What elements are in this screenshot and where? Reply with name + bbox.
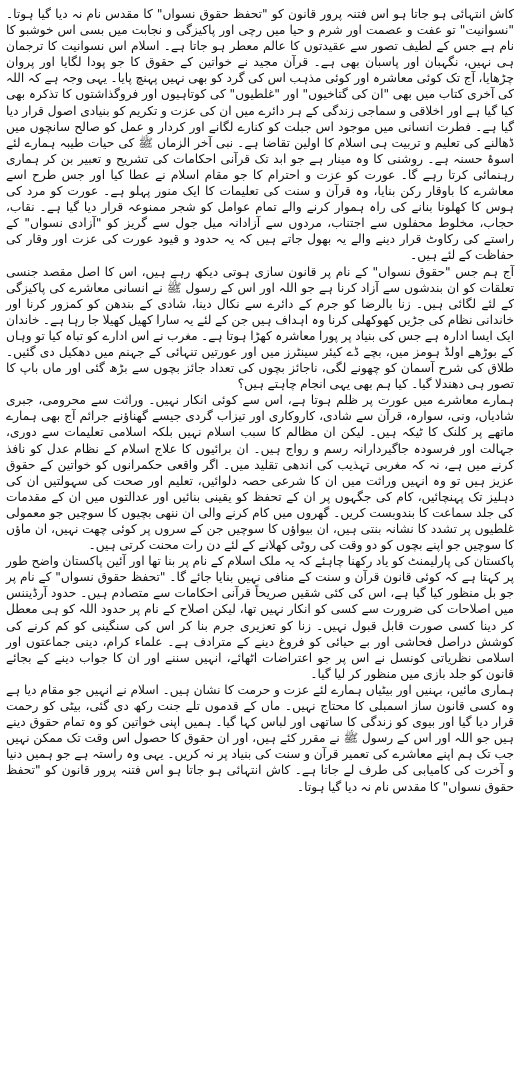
article-paragraph-3: ہمارے معاشرے میں عورت پر ظلم ہوتا ہے، اس سے کوئی انکار نہیں۔ وراثت سے محرومی، جبری شادیاں، ونی، سوارہ، قرآن سے شادی، کاروکاری اور تیزاب گردی جیسے گھناؤنے جرائم آج بھی ہمارے ماتھے پر کلنک کا ٹیکہ ہیں۔ لیکن ان مظالم کا سبب اسلام نہیں بلکہ اسلامی تعلیمات سے دوری، جہالت اور فرسودہ جاگیردارانہ رسم و رواج ہیں۔ ان برائیوں کا علاج اسلام کے نظام عدل کو نافذ کرنے میں ہے، نہ کہ مغربی تہذیب کی اندھی تقلید میں۔ اگر واقعی حکمرانوں کو خواتین کے حقوق عزیز ہیں تو وہ انہیں وراثت میں ان کا شرعی حصہ دلوائیں، تعلیم اور صحت کی سہولتیں ان کی دہلیز تک پہنچائیں، کام کی جگہوں پر ان کے تحفظ کو یقینی بنائیں اور عدالتوں میں ان کے مقدمات کی جلد سماعت کا بندوبست کریں۔ گھروں میں کام کرنے والی ان ننھی بچیوں کا سوچیں جو معمولی غلطیوں پر تشدد کا نشانہ بنتی ہیں، ان بیواؤں کا سوچیں جن کے سروں پر کوئی چھت نہیں، ان ماؤں کا سوچیں جو اپنے بچوں کو دو وقت کی روٹی کھلانے کے لئے دن رات محنت کرتی ہیں۔ [6,393,514,553]
article-paragraph-1: کاش انتہائی ہو جاتا ہو اس فتنہ پرور قانون کو "تحفظ حقوق نسواں" کا مقدس نام نہ دیا گیا ہوتا۔ "نسوانیت" تو عفت و عصمت اور شرم و حیا میں رچی اور پاکیزگی و نجابت میں بسی اس خوشبو کا نام ہے جس کے لطیف تصور سے عقیدتوں کا عالم معطر ہو جاتا ہے۔ اسلام اس نسوانیت کا ترجمان ہی نہیں، نگہبان اور پاسبان بھی ہے۔ قرآن مجید نے خواتین کے حقوق کا جو پودا لگایا اور پروان چڑھایا، آج تک کوئی معاشرہ اور کوئی مذہب اس کی گرد کو بھی نہیں پہنچ پایا۔ یہی وجہ ہے کہ اللہ کی آخری کتاب میں بھی "ان کی گتاخیوں" اور "غلطیوں" کی کوتاہیوں اور فروگذاشتوں کا تذکرہ بھی کیا گیا ہے اور اخلاقی و سماجی زندگی کے ہر دائرے میں ان کی عزت و تکریم کو بنیادی اصول قرار دیا گیا ہے۔ فطرت انسانی میں موجود اس جبلت کو کنارے لگانے اور کردار و عمل کو صالح سانچوں میں ڈھالنے کی تعلیم و تربیت ہی اسلام کا اولین تقاضا ہے۔ نبی آخر الزماں ﷺ کی حیات طیبہ ہمارے لئے اسوۂ حسنہ ہے۔ روشنی کا وہ مینار ہے جو ابد تک قرآنی احکامات کی تشریح و تعبیر بن کر ہماری رہنمائی کرتا رہے گا۔ عورت کو عزت و احترام کا جو مقام اسلام نے عطا کیا اور جس طرح اسے معاشرے کا باوقار رکن بنایا، وہ قرآن و سنت کی تعلیمات کا ایک منور پہلو ہے۔ عورت کو مرد کی ہوس کا کھلونا بنانے کی راہ ہموار کرنے والے تمام عوامل کو شجر ممنوعہ قرار دیا گیا ہے۔ نقاب، حجاب، مخلوط محفلوں سے اجتناب، مردوں سے آزادانہ میل جول سے گریز کو "آزادی نسواں" کے راستے کی رکاوٹ قرار دینے والے یہ بھول جاتے ہیں کہ یہ حدود و قیود عورت کی عزت اور وقار کی حفاظت کے لئے ہیں۔ [6,7,514,263]
article-paragraph-5: ہماری مائیں، بہنیں اور بیٹیاں ہمارے لئے عزت و حرمت کا نشان ہیں۔ اسلام نے انہیں جو مقام دیا ہے وہ کسی قانون ساز اسمبلی کا محتاج نہیں۔ ماں کے قدموں تلے جنت رکھ دی گئی، بیٹی کو رحمت قرار دیا گیا اور بیوی کو زندگی کا ساتھی اور لباس کہا گیا۔ ہمیں اپنی خواتین کو وہ تمام حقوق دینے ہیں جو اللہ اور اس کے رسول ﷺ نے مقرر کئے ہیں، اور ان حقوق کا حصول اس وقت تک ممکن نہیں جب تک ہم اپنے معاشرے کی تعمیر قرآن و سنت کی بنیاد پر نہ کریں۔ یہی وہ راستہ ہے جو ہمیں دنیا و آخرت کی کامیابی کی طرف لے جاتا ہے۔ کاش انتہائی ہو جاتا ہو اس فتنہ پرور قانون کو "تحفظ حقوق نسواں" کا مقدس نام نہ دیا گیا ہوتا۔ [6,682,514,794]
article-paragraph-4: پاکستان کی پارلیمنٹ کو یاد رکھنا چاہئے کہ یہ ملک اسلام کے نام پر بنا تھا اور آئین پاکستان واضح طور پر کہتا ہے کہ کوئی قانون قرآن و سنت کے منافی نہیں بنایا جائے گا۔ "تحفظ حقوق نسواں" کے نام پر جو بل منظور کیا گیا ہے، اس کی کئی شقیں صریحاً قرآنی احکامات سے متصادم ہیں۔ حدود آرڈیننس میں اصلاحات کی ضرورت سے کسی کو انکار نہیں تھا، لیکن اصلاح کے نام پر حدود اللہ کو ہی معطل کر دینا کسی صورت قابل قبول نہیں۔ زنا کو تعزیری جرم بنا کر اس کی سنگینی کو کم کرنے کی کوشش دراصل فحاشی اور بے حیائی کو فروغ دینے کے مترادف ہے۔ علماء کرام، دینی جماعتوں اور اسلامی نظریاتی کونسل نے اس پر جو اعتراضات اٹھائے، انہیں سننے اور ان کا جواب دینے کے بجائے قانون کو جلد بازی میں منظور کر لیا گیا۔ [6,554,514,681]
article-paragraph-2: آج ہم جس "حقوق نسواں" کے نام پر قانون سازی ہوتی دیکھ رہے ہیں، اس کا اصل مقصد جنسی تعلقات کو ان بندشوں سے آزاد کرنا ہے جو اللہ اور اس کے رسول ﷺ نے انسانی معاشرے کی پاکیزگی کے لئے لگائی ہیں۔ زنا بالرضا کو جرم کے دائرے سے نکال دینا، شادی کے بندھن کو کمزور کرنا اور خاندانی نظام کی جڑیں کھوکھلی کرنا وہ اہداف ہیں جن کے لئے یہ سارا کھیل کھیلا جا رہا ہے۔ خاندان ایک ایسا ادارہ ہے جس کی بنیاد پر پورا معاشرہ کھڑا ہوتا ہے۔ مغرب نے اس ادارے کو تباہ کیا تو وہاں کے بوڑھے اولڈ ہومز میں، بچے ڈے کیئر سینٹرز میں اور عورتیں تنہائی کے جہنم میں دھکیل دی گئیں۔ طلاق کی شرح آسمان کو چھونے لگی، ناجائز بچوں کی تعداد جائز بچوں سے بڑھ گئی اور ماں باپ کا تصور ہی دھندلا گیا۔ کیا ہم بھی یہی انجام چاہتے ہیں؟ [6,264,514,392]
